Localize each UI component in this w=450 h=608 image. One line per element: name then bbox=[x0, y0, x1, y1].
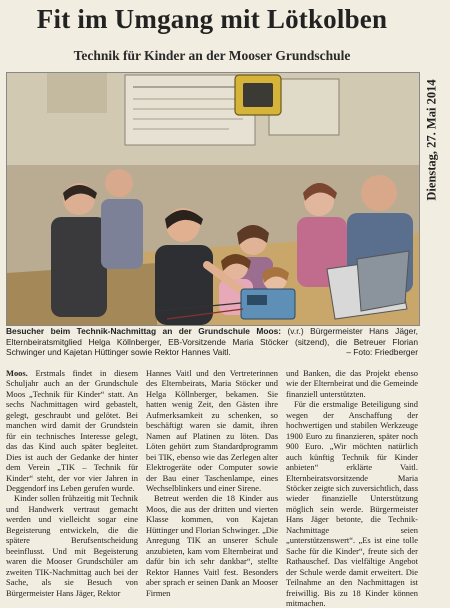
article-column-1 bbox=[6, 368, 138, 596]
photo-caption bbox=[6, 326, 418, 358]
paragraph: und Banken, die das Projekt ebenso wie der Elternbeirat und die Gemeinde finanziell unterstützten. bbox=[286, 368, 418, 399]
article-photo bbox=[6, 72, 420, 326]
paragraph: Hannes Vaitl und den Vertreterinnen des Elternbeirats, Maria Stöcker und Helga Köllnberger, bekamen. Sie hatten wenig Zeit, den Gästen ihre Aufmerksamkeit zu schenken, so beschäftigt waren sie damit, ihren Namen auf Platinen zu löten. Das Löten gehört zum Standardprogramm bei TIK, ebenso wie das Zerlegen alter Elektrogeräte oder Computer sowie der Bau einer Taschenlampe, eines Wechselblinkers und einer Sirene. bbox=[146, 368, 278, 493]
photo-illustration bbox=[7, 73, 419, 325]
caption-text: (v.r.) Bürgermeister Hans Jäger, Elternbeiratsmitglied Helga Köllnberger, EB-Vorsitzende Maria Stöcker (sitzend), die Betreuer Florian Schwinger und Kajetan Hüttinger sowie Rektor Hannes Vaitl. bbox=[6, 326, 418, 358]
paragraph bbox=[6, 368, 138, 493]
paragraph: Betreut werden die 18 Kinder aus Moos, die aus der dritten und vierten Klasse kommen, von Kajetan Hüttinger und Florian Schwinger. „Die Anregung TIK an unserer Schule anzubieten, kam vom Elternbeirat und dafür bin ich sehr dankbar“, stellte Rektor Hannes Vaitl fest. Besonders aber sprach er seinen Dank an Mooser Firmen bbox=[146, 493, 278, 598]
date-text: Dienstag, 27. Mai 2014 bbox=[424, 79, 439, 201]
article-body bbox=[6, 368, 418, 608]
headline: Fit im Umgang mit Lötkolben bbox=[36, 4, 388, 34]
article-column-3 bbox=[286, 368, 418, 608]
photo-credit: – Foto: Friedberger bbox=[346, 347, 418, 358]
caption-lead: Besucher beim Technik-Nachmittag an der Grundschule Moos: bbox=[6, 326, 282, 336]
subheadline: Technik für Kinder an der Mooser Grundschule bbox=[73, 48, 351, 63]
paragraph: Kinder sollen frühzeitig mit Technik und Handwerk vertraut gemacht werden und vielleicht sogar eine Begeisterung entwickeln, die die spätere Berufsentscheidung beeinflusst. Und mit Begeisterung waren die Mooser Grundschüler am zweiten TIK-Nachmittag auch bei der Sache, als sie Besuch von Bürgermeister Hans Jäger, Rektor bbox=[6, 493, 138, 598]
article-column-2 bbox=[146, 368, 278, 596]
paragraph-text: Erstmals findet in diesem Schuljahr auch an der Grundschule Moos „Technik für Kinder“ statt. An sechs Nachmittagen wird gebastelt, gelegt, geschraubt und gelötet. Bei manchen wird damit der Grundstein für ein technisches Interesse gelegt, das das Kind auch später begleitet. Dies ist auch der Gedanke der hinter dem Verein „TIK – Technik für Kinder“ steht, der vor vier Jahren in Deggendorf ins Leben gerufen wurde. bbox=[6, 368, 139, 493]
dateline-place: Moos. bbox=[6, 368, 28, 378]
dateline bbox=[420, 40, 444, 240]
paragraph: Für die erstmalige Beteiligung sind wegen der Anschaffung der hochwertigen und stabilen Werkzeuge 1900 Euro zu finanzieren, später noch 900 Euro. „Wir möchten natürlich auch künftig Technik für Kinder anbieten“ erklärte Vaitl. Elternbeiratsvorsitzende Maria Stöcker zeigte sich zuversichtlich, dass wieder finanzielle Unterstützung möglich sein werde. Bürgermeister Hans Jäger betonte, die Technik-Nachmittage seien „unterstützenswert“. „Es ist eine tolle Sache für die Kinder“, freute sich der Rathauschef. Das vielfältige Angebot der Schule werde damit erweitert. Die Teilnahme an den Nachmittagen ist freiwillig. Bis zu 18 Kinder können mitmachen. bbox=[286, 399, 418, 608]
